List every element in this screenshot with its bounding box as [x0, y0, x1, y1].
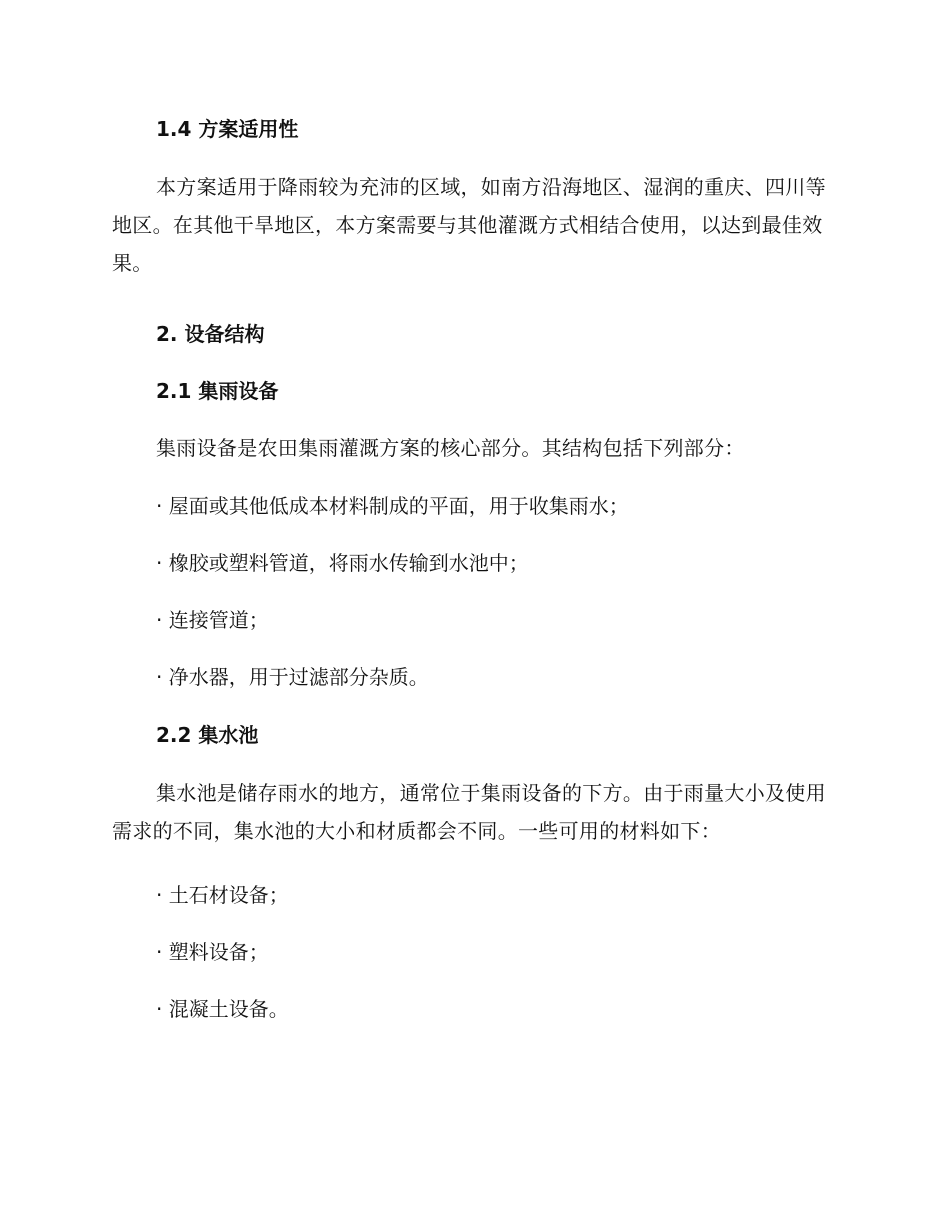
list-item: · 屋面或其他低成本材料制成的平面，用于收集雨水； — [156, 494, 629, 518]
list-item: · 连接管道； — [156, 608, 269, 632]
list-item: · 土石材设备； — [156, 883, 289, 907]
list-item: · 净水器，用于过滤部分杂质。 — [156, 665, 429, 689]
section-heading-2-2: 2.2 集水池 — [156, 723, 259, 747]
section-heading-2: 2. 设备结构 — [156, 322, 265, 346]
paragraph-rain-collector: 集雨设备是农田集雨灌溉方案的核心部分。其结构包括下列部分： — [156, 436, 745, 460]
list-item: · 橡胶或塑料管道，将雨水传输到水池中； — [156, 551, 529, 575]
paragraph-water-tank: 集水池是储存雨水的地方，通常位于集雨设备的下方。由于雨量大小及使用需求的不同，集水池的大小和材质都会不同。一些可用的材料如下： — [112, 781, 826, 843]
section-heading-1-4: 1.4 方案适用性 — [156, 117, 299, 141]
list-item: · 塑料设备； — [156, 940, 269, 964]
section-heading-2-1: 2.1 集雨设备 — [156, 379, 279, 403]
list-item: · 混凝土设备。 — [156, 997, 289, 1021]
paragraph-applicability: 本方案适用于降雨较为充沛的区域，如南方沿海地区、湿润的重庆、四川等地区。在其他干旱地区，本方案需要与其他灌溉方式相结合使用，以达到最佳效果。 — [112, 175, 826, 275]
